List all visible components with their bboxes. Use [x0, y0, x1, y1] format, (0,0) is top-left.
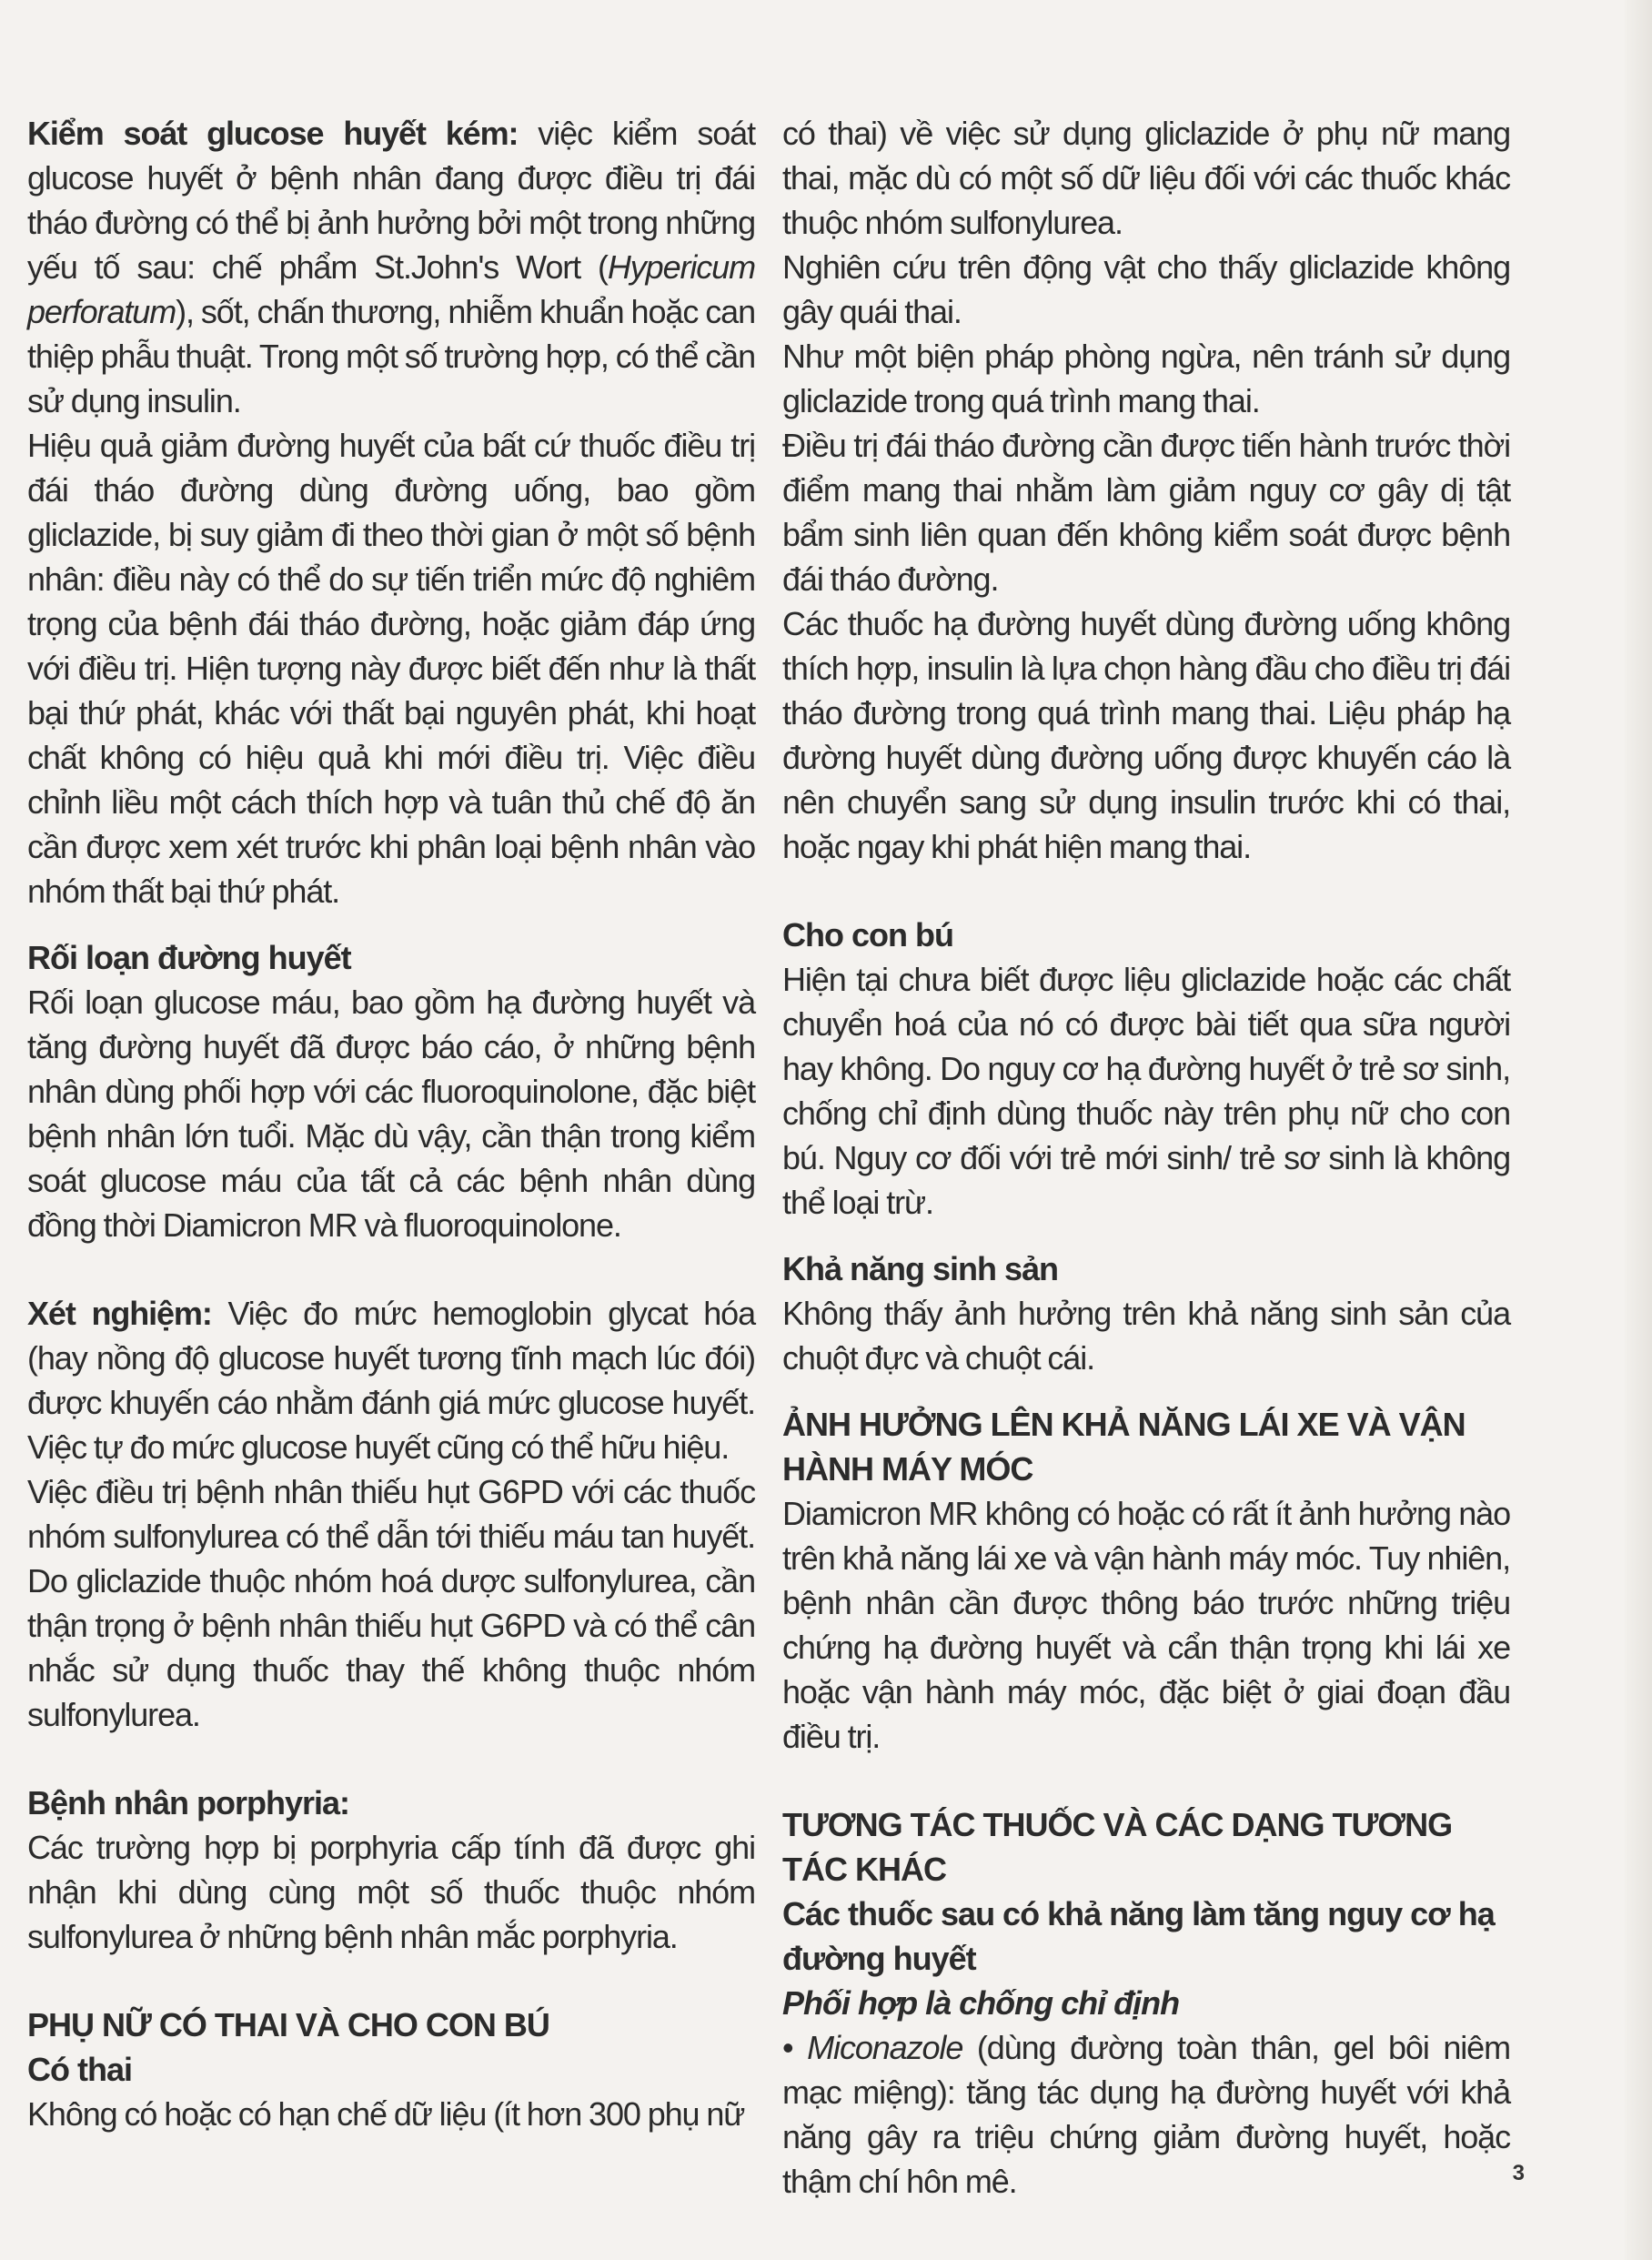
g6pd-paragraph: Việc điều trị bệnh nhân thiếu hụt G6PD với các thuốc nhóm sulfonylurea có thể dẫn tới thiếu máu tan huyết. Do gliclazide thuộc nhóm hoá dược sulfonylurea, cần thận trọng ở bệnh nhân thiếu hụt G6PD và có thể cân nhắc sử dụng thuốc thay thế không thuộc nhóm sulfonylurea. [27, 1473, 755, 1733]
bullet-mark: • [782, 2029, 808, 2066]
pregnancy-heading: PHỤ NỮ CÓ THAI VÀ CHO CON BÚ [27, 2006, 549, 2043]
glucose-control-italic: Hypericum perforatum [27, 248, 755, 330]
lab-tests-text: Việc đo mức hemoglobin glycat hóa (hay nồng độ glucose huyết tương tĩnh mạch lúc đói) được khuyến cáo nhằm đánh giá mức glucose huyết. Việc tự đo mức glucose huyết cũng có thể hữu hiệu. [27, 1295, 755, 1466]
pregnancy-text-start: Không có hoặc có hạn chế dữ liệu (ít hơn 300 phụ nữ [27, 2095, 745, 2133]
driving-heading: ẢNH HƯỞNG LÊN KHẢ NĂNG LÁI XE VÀ VẬN HÀNH MÁY MÓC [782, 1406, 1466, 1488]
pregnancy-continued-text: có thai) về việc sử dụng gliclazide ở phụ nữ mang thai, mặc dù có một số dữ liệu đối với các thuốc khác thuộc nhóm sulfonylurea. [782, 115, 1510, 241]
glucose-control-text-1: việc kiểm soát glucose huyết ở bệnh nhân đang được điều trị đái tháo đường có thể bị ảnh hưởng bởi một trong những yếu tố sau: chế phẩm St.John's Wort ( [27, 115, 755, 286]
animal-study-text: Nghiên cứu trên động vật cho thấy gliclazide không gây quái thai. [782, 248, 1510, 330]
pregnancy-subheading: Có thai [27, 2051, 132, 2088]
dysglycemia-text: Rối loạn glucose máu, bao gồm hạ đường huyết và tăng đường huyết đã được báo cáo, ở những bệnh nhân dùng phối hợp với các fluoroquinolone, đặc biệt bệnh nhân lớn tuổi. Mặc dù vậy, cần thận trong kiểm soát glucose máu của tất cả các bệnh nhân dùng đồng thời Diamicron MR và fluoroquinolone. [27, 984, 755, 1244]
porphyria-text: Các trường hợp bị porphyria cấp tính đã được ghi nhận khi dùng cùng một số thuốc thuộc nhóm sulfonylurea ở những bệnh nhân mắc porphyria. [27, 1829, 755, 1955]
porphyria-heading: Bệnh nhân porphyria: [27, 1784, 350, 1821]
dysglycemia-heading: Rối loạn đường huyết [27, 939, 351, 976]
left-column [27, 111, 755, 2136]
breastfeeding-heading: Cho con bú [782, 916, 953, 953]
breastfeeding-text: Hiện tại chưa biết được liệu gliclazide hoặc các chất chuyển hoá của nó có được bài tiết qua sữa người hay không. Do nguy cơ hạ đường huyết ở trẻ sơ sinh, chống chỉ định dùng thuốc này trên phụ nữ cho con bú. Nguy cơ đối với trẻ mới sinh/ trẻ sơ sinh là không thể loại trừ. [782, 961, 1510, 1221]
page-number: 3 [1512, 2161, 1525, 2185]
glucose-control-paragraph [27, 111, 755, 423]
lab-tests-label: Xét nghiệm: [27, 1295, 212, 1332]
right-column [782, 111, 1510, 2204]
fertility-heading: Khả năng sinh sản [782, 1250, 1059, 1287]
driving-text: Diamicron MR không có hoặc có rất ít ảnh hưởng nào trên khả năng lái xe và vận hành máy móc. Tuy nhiên, bệnh nhân cần được thông báo trước những triệu chứng hạ đường huyết và cẩn thận trọng khi lái xe hoặc vận hành máy móc, đặc biệt ở giai đoạn đầu điều trị. [782, 1495, 1510, 1755]
glucose-control-text-2: ), sốt, chấn thương, nhiễm khuẩn hoặc can thiệp phẫu thuật. Trong một số trường hợp, có thể cần sử dụng insulin. [27, 293, 755, 419]
insulin-choice-text: Các thuốc hạ đường huyết dùng đường uống không thích hợp, insulin là lựa chọn hàng đầu cho điều trị đái tháo đường trong quá trình mang thai. Liệu pháp hạ đường huyết dùng đường uống được khuyến cáo là nên chuyển sang sử dụng insulin trước khi có thai, hoặc ngay khi phát hiện mang thai. [782, 605, 1510, 865]
contraindicated-heading: Phối hợp là chống chỉ định [782, 1984, 1180, 2022]
efficacy-paragraph: Hiệu quả giảm đường huyết của bất cứ thuốc điều trị đái tháo đường dùng đường uống, bao gồm gliclazide, bị suy giảm đi theo thời gian ở một số bệnh nhân: điều này có thể do sự tiến triển mức độ nghiêm trọng của bệnh đái tháo đường, hoặc giảm đáp ứng với điều trị. Hiện tượng này được biết đến như là thất bại thứ phát, khác với thất bại nguyên phát, khi hoạt chất không có hiệu quả khi mới điều trị. Việc điều chỉnh liều một cách thích hợp và tuân thủ chế độ ăn cần được xem xét trước khi phân loại bệnh nhân vào nhóm thất bại thứ phát. [27, 427, 755, 910]
interactions-subheading: Các thuốc sau có khả năng làm tăng nguy cơ hạ đường huyết [782, 1895, 1495, 1977]
miconazole-paragraph [782, 2025, 1510, 2204]
lab-tests-paragraph [27, 1291, 755, 1469]
precaution-text: Như một biện pháp phòng ngừa, nên tránh sử dụng gliclazide trong quá trình mang thai. [782, 338, 1510, 419]
interactions-heading: TƯƠNG TÁC THUỐC VÀ CÁC DẠNG TƯƠNG TÁC KHÁC [782, 1806, 1453, 1888]
fertility-text: Không thấy ảnh hưởng trên khả năng sinh sản của chuột đực và chuột cái. [782, 1295, 1510, 1377]
miconazole-text: (dùng đường toàn thân, gel bôi niêm mạc miệng): tăng tác dụng hạ đường huyết với khả năng gây ra triệu chứng giảm đường huyết, hoặc thậm chí hôn mê. [782, 2029, 1510, 2200]
treatment-before-text: Điều trị đái tháo đường cần được tiến hành trước thời điểm mang thai nhằm làm giảm nguy cơ gây dị tật bẩm sinh liên quan đến không kiểm soát được bệnh đái tháo đường. [782, 427, 1510, 598]
glucose-control-label: Kiểm soát glucose huyết kém: [27, 115, 519, 152]
page-edge-shadow [1625, 0, 1652, 2260]
miconazole-drug-name: Miconazole [807, 2029, 963, 2066]
